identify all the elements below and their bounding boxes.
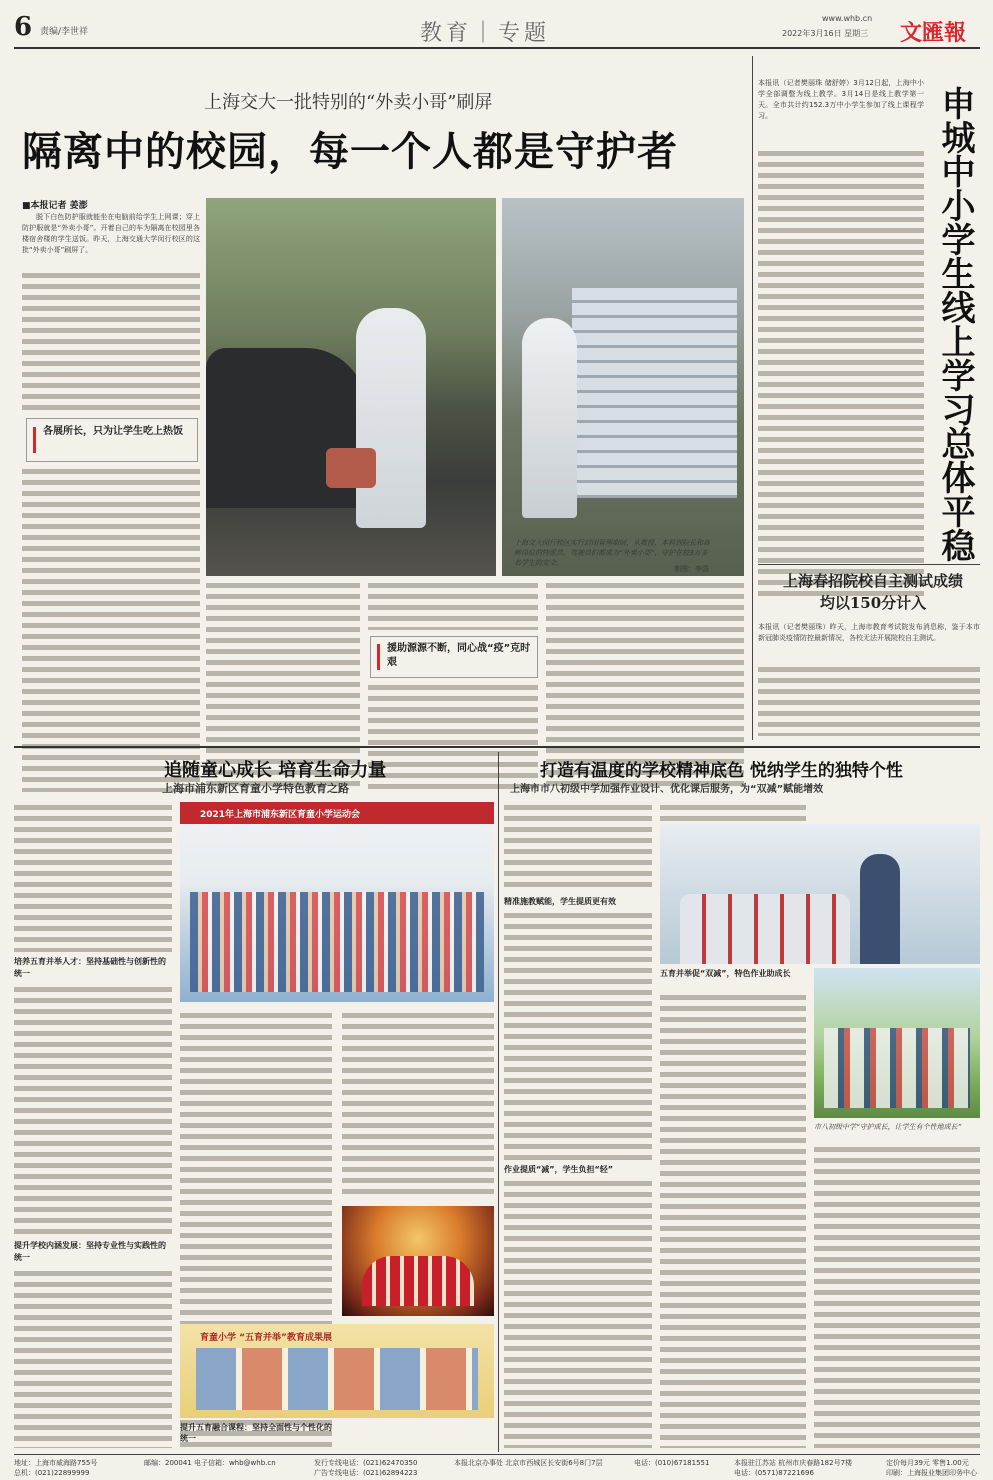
- br-sub-c: 五育并举促“双减”，特色作业助成长: [660, 969, 791, 978]
- mid-rule: [14, 746, 980, 748]
- photo-exhibition: [180, 1324, 494, 1418]
- students-garden: [824, 1028, 970, 1108]
- bottom-left-feature: [14, 752, 494, 1452]
- story2-title: 上海春招院校自主测试成绩均以150分计入: [782, 572, 963, 612]
- right-column: [758, 56, 980, 746]
- bottom-right-feature: [504, 752, 980, 1452]
- bl-col1b: [14, 984, 172, 1234]
- newspaper-logo: 文匯報: [900, 20, 967, 46]
- student-rows: [190, 892, 484, 992]
- food-bags: [326, 448, 376, 488]
- footer-switchboard: 总机：(021)22899999: [14, 1469, 90, 1477]
- bl-subtitle: 上海市浦东新区育童小学特色教育之路: [162, 782, 349, 795]
- body-col1b: [22, 466, 200, 792]
- footer-beijing-tel: 电话：(010)67181551: [634, 1459, 710, 1467]
- page-header: [0, 0, 993, 50]
- body-col1a: [22, 270, 200, 410]
- footer-address: 地址：上海市威海路755号: [14, 1459, 98, 1467]
- bl-title: 追随童心成长 培育生命力量: [164, 760, 387, 781]
- photo-garden: [814, 968, 980, 1118]
- poster-title: 育童小学 “五育并举”教育成果展: [200, 1333, 332, 1343]
- photo-courier-car: [206, 198, 496, 576]
- poster-tiles: [196, 1348, 478, 1410]
- intro-text: 脱下白色防护服就能坐在电脑前给学生上网课；穿上防护服就是“外卖小哥”。开着自己的车为隔离在校园里各楼宿舍楼的学生送饭。昨天，上海交通大学闵行校区的这批“外卖小哥”刷屏了。: [22, 213, 200, 254]
- footer-zhejiang: 本报驻江苏站 杭州市庆春路182号7楼: [734, 1459, 853, 1467]
- site-url: www.whb.cn: [822, 14, 873, 23]
- br-sub-b: 作业提质“减”，学生负担“轻”: [504, 1165, 614, 1174]
- footer-ads: 广告专线电话：(021)62894223: [314, 1469, 418, 1477]
- photo-caption: 上海交大闵行校区实行封闭管理期间，从教授、本科到院长和各种岗位的特派员、驾驶员们都成为“外卖小哥”，守护在校3万多名学生的安全。: [514, 539, 710, 567]
- column-divider: [752, 56, 753, 740]
- bl-col1: [14, 802, 172, 952]
- top-story: [14, 52, 749, 742]
- photo-sports-day: [180, 802, 494, 1002]
- footer-postcode: 邮编：200041 电子信箱：whb@whb.cn: [144, 1459, 276, 1467]
- header-rule: [14, 47, 980, 49]
- garden-quote: 市八初级中学“守护成长，让学生有个性地成长”: [814, 1123, 962, 1131]
- story2-body: [758, 664, 980, 736]
- photo-classroom: [660, 824, 980, 964]
- issue-date: 2022年3月16日 星期三: [782, 29, 869, 38]
- kicker: 上海交大一批特别的“外卖小哥”刷屏: [204, 92, 493, 113]
- bl-col1c: [14, 1268, 172, 1448]
- br-col2b: [660, 992, 806, 1448]
- footer-distribution: 发行专线电话：(021)62470350: [314, 1459, 418, 1467]
- body-col3a: [368, 580, 538, 630]
- page-number: 6: [14, 12, 33, 42]
- cart-stack: [572, 288, 737, 498]
- right-body: [758, 148, 924, 598]
- students-figures: [680, 894, 850, 964]
- byline: ■本报记者 姜澎: [22, 201, 88, 211]
- footer-zhejiang-tel: 电话：(0571)87221696: [734, 1469, 814, 1477]
- br-sub-a: 精准施教赋能，学生提质更有效: [504, 897, 616, 906]
- subhead-2: 援助源源不断，同心战“疫”克时艰: [387, 643, 531, 668]
- footer: [14, 1458, 980, 1480]
- teacher-figure: [860, 854, 900, 964]
- photo-credit: 制图：李浩: [674, 565, 709, 573]
- worker-figure: [522, 318, 577, 518]
- subhead-1: 各展所长，只为让学生吃上热饭: [43, 426, 183, 437]
- bl-sub-c: 提升五育融合课程：坚持全面性与个性化的统一: [180, 1423, 332, 1443]
- photo-performance: [342, 1206, 494, 1316]
- banner-text: 2021年上海市浦东新区育童小学运动会: [200, 810, 361, 820]
- vertical-title: 申城中小学生线上学习总体平稳: [935, 86, 975, 562]
- bl-col3: [342, 1010, 494, 1200]
- footer-rule: [14, 1454, 980, 1455]
- section-title: 教育｜专题: [420, 21, 551, 46]
- headline: 隔离中的校园，每一个人都是守护者: [22, 128, 678, 175]
- bottom-divider: [498, 752, 499, 1452]
- br-title: 打造有温度的学校精神底色 悦纳学生的独特个性: [540, 761, 903, 781]
- photo-food-carts: [502, 198, 744, 576]
- br-col1c: [504, 1178, 652, 1448]
- right-lead: 本报讯（记者樊丽珠 储舒婷）3月12日起，上海中小学全部调整为线上教学。3月14日是线上教学第一天。全市共计约152.3万中小学生参加了线上课程学习。: [758, 79, 924, 120]
- footer-printer: 印刷：上海报业集团印务中心: [886, 1469, 977, 1477]
- subhead-box-2: [370, 636, 538, 678]
- br-col3: [814, 1144, 980, 1448]
- footer-beijing: 本报北京办事处 北京市西城区长安街6号8门7层: [454, 1459, 603, 1467]
- editor-credit: 责编/李世祥: [40, 27, 89, 37]
- subhead-accent: [33, 427, 36, 453]
- right-divider: [758, 564, 980, 565]
- br-col1b: [504, 910, 652, 1160]
- subhead-accent: [377, 644, 380, 670]
- dancers: [362, 1256, 474, 1306]
- courier-figure: [356, 308, 426, 528]
- br-col1: [504, 802, 652, 892]
- story2-lead: 本报讯（记者樊丽珠）昨天，上海市教育考试院发布消息称，鉴于本市新冠肺炎疫情防控最新情况，各校无法开展院校自主测试。: [758, 623, 980, 642]
- br-col2a: [660, 802, 806, 822]
- footer-price: 定价每月39元 零售1.00元: [886, 1459, 969, 1467]
- subhead-box-1: [26, 418, 198, 462]
- br-subtitle: 上海市市八初级中学加强作业设计、优化课后服务，为“双减”赋能增效: [510, 784, 824, 795]
- bl-sub-b: 提升学校内涵发展：坚持专业性与实践性的统一: [14, 1241, 166, 1262]
- bl-sub-a: 培养五育并举人才：坚持基础性与创新性的统一: [14, 957, 166, 978]
